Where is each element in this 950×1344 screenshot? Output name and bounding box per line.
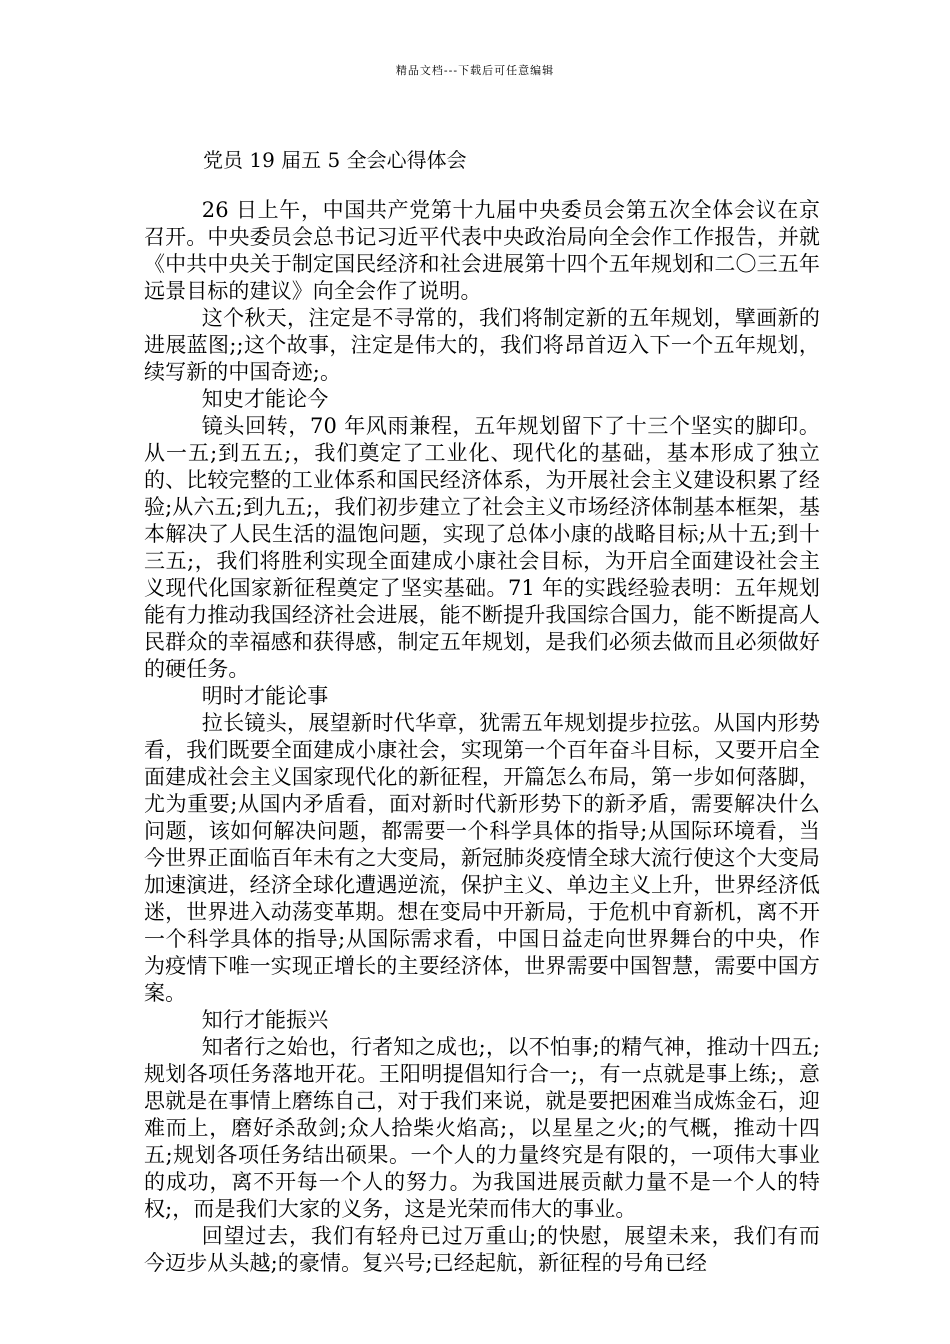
- paragraph: 这个秋天，注定是不寻常的，我们将制定新的五年规划，擘画新的进展蓝图;;这个故事，注定是伟大的，我们将昂首迈入下一个五年规划，续写新的中国奇迹;。: [144, 306, 820, 384]
- document-body: [144, 197, 820, 1277]
- paragraph: 拉长镜头，展望新时代华章，犹需五年规划提步拉弦。从国内形势看，我们既要全面建成小康社会，实现第一个百年奋斗目标，又要开启全面建成社会主义国家现代化的新征程，开篇怎么布局，第一步如何落脚，尤为重要;从国内矛盾看，面对新时代新形势下的新矛盾，需要解决什么问题，该如何解决问题，都需要一个科学具体的指导;从国际环境看，当今世界正面临百年未有之大变局，新冠肺炎疫情全球大流行使这个大变局加速演进，经济全球化遭遇逆流，保护主义、单边主义上升，世界经济低迷，世界进入动荡变革期。想在变局中开新局，于危机中育新机，离不开一个科学具体的指导;从国际需求看，中国日益走向世界舞台的中央，作为疫情下唯一实现正增长的主要经济体，世界需要中国智慧，需要中国方案。: [144, 711, 820, 1005]
- header-note: 精品文档---下载后可任意编辑: [395, 64, 555, 77]
- section-heading: 明时才能论事: [201, 684, 329, 708]
- paragraph: 知者行之始也，行者知之成也;，以不怕事;的精气神，推动十四五;规划各项任务落地开花。王阳明提倡知行合一;，有一点就是事上练;，意思就是在事情上磨练自己，对于我们来说，就是要把困难当成炼金石，迎难而上，磨好杀敌剑;众人拾柴火焰高;，以星星之火;的气概，推动十四五;规划各项任务结出硕果。一个人的力量终究是有限的，一项伟大事业的成功，离不开每一个人的努力。为我国进展贡献力量不是一个人的特权;，而是我们大家的义务，这是光荣而伟大的事业。: [144, 1035, 820, 1221]
- paragraph: 26 日上午，中国共产党第十九届中央委员会第五次全体会议在京召开。中央委员会总书记习近平代表中央政治局向全会作工作报告，并就《中共中央关于制定国民经济和社会进展第十四个五年规划和二〇三五年远景目标的建议》向全会作了说明。: [144, 198, 820, 303]
- paragraph: 镜头回转，70 年风雨兼程，五年规划留下了十三个坚实的脚印。从一五;到五五;，我们奠定了工业化、现代化的基础，基本形成了独立的、比较完整的工业体系和国民经济体系，为开展社会主义建设积累了经验;从六五;到九五;，我们初步建立了社会主义市场经济体制基本框架，基本解决了人民生活的温饱问题，实现了总体小康的战略目标;从十五;到十三五;，我们将胜利实现全面建成小康社会目标，为开启全面建设社会主义现代化国家新征程奠定了坚实基础。71 年的实践经验表明：五年规划能有力推动我国经济社会进展，能不断提升我国综合国力，能不断提高人民群众的幸福感和获得感，制定五年规划，是我们必须去做而且必须做好的硬任务。: [144, 414, 820, 681]
- paragraph: 回望过去，我们有轻舟已过万重山;的快慰，展望未来，我们有而今迈步从头越;的豪情。复兴号;已经起航，新征程的号角已经: [144, 1224, 820, 1275]
- document-title: 党员 19 届五 5 全会心得体会: [203, 148, 467, 172]
- section-heading: 知行才能振兴: [201, 1008, 329, 1032]
- section-heading: 知史才能论今: [201, 387, 329, 411]
